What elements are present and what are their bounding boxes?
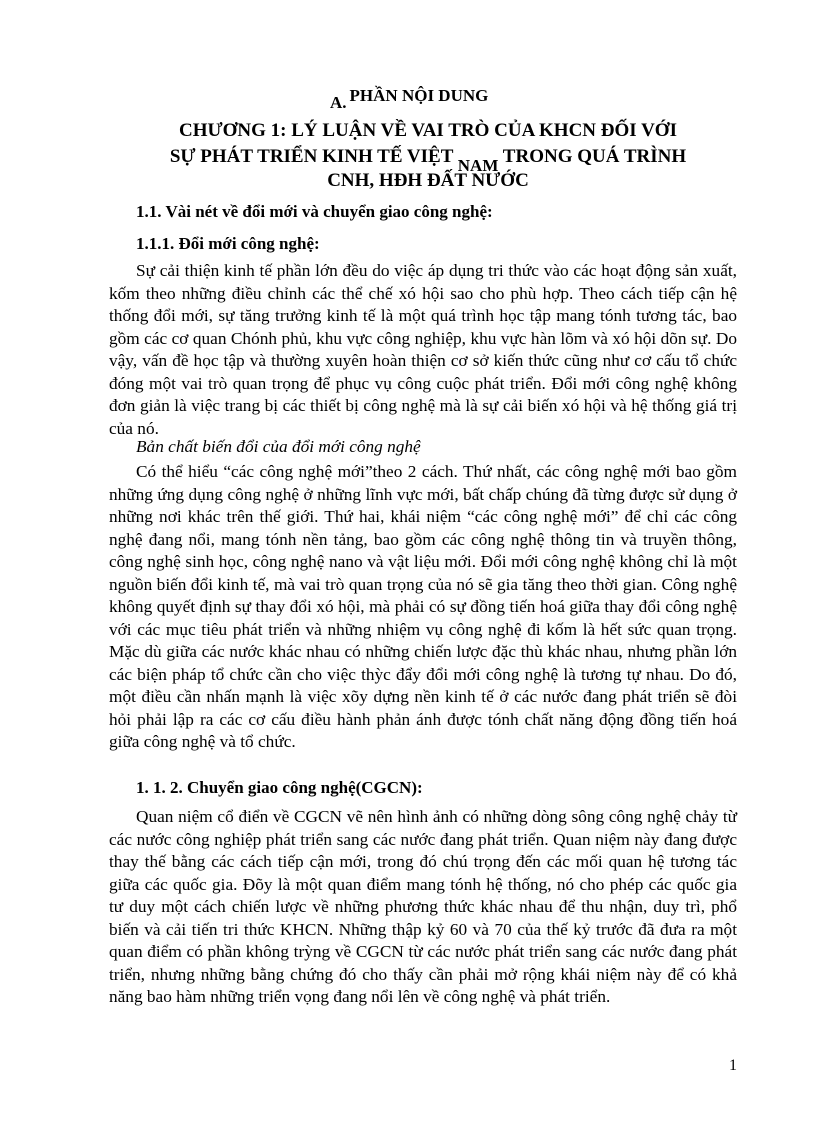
chapter-title-line-1: CHƯƠNG 1: LÝ LUẬN VỀ VAI TRÒ CỦA KHCN ĐỐI VỚI (179, 120, 677, 141)
section-heading-1-1-2: 1. 1. 2. Chuyển giao công nghệ(CGCN): (136, 778, 423, 797)
page-number: 1 (729, 1057, 737, 1074)
paragraph-2: Có thể hiểu “các công nghệ mới”theo 2 cách. Thứ nhất, các công nghệ mới bao gồm những ứng dụng công nghệ ở những lĩnh vực mới, bất chấp chúng đã từng được sử dụng ở những nơi khác trên thế giới. Thứ hai, khái niệm “các công nghệ mới” để chỉ các công nghệ đang nổi, mang tónh nền tảng, bao gồm các công nghệ thông tin và truyền thông, công nghệ sinh học, công nghệ nano và vật liệu mới. Đổi mới công nghệ không chỉ là một nguồn biến đổi kinh tế, mà vai trò quan trọng của nó sẽ gia tăng theo thời gian. Công nghệ không quyết định sự thay đổi xó hội, mà phải có sự đồng tiến hoá giữa thay đổi công nghệ với các mục tiêu phát triển và những nhiệm vụ công nghệ đi kốm là hết sức quan trọng. Mặc dù giữa các nước khác nhau có những chiến lược đặc thù khác nhau, nhưng phần lớn các biện pháp tổ chức cần cho việc thỳc đẩy đổi mới công nghệ là tương tự nhau. Do đó, một điều cần nhấn mạnh là việc xõy dựng nền kinh tế ở các nước đang phát triển sẽ đòi hỏi phải lập ra các cơ cấu điều hành phản ánh được tónh chất năng động đồng tiến hoá giữa công nghệ và tổ chức. (109, 462, 737, 751)
chapter-title-line-2-a: SỰ PHÁT TRIỂN KINH TẾ VIỆT (169, 146, 458, 167)
chapter-title-line-2 (108, 144, 748, 175)
section-heading-1-1-1: 1.1.1. Đổi mới công nghệ: (136, 234, 320, 253)
chapter-title-line-2-b: TRONG QUÁ TRÌNH (498, 146, 687, 167)
section-heading-1-1: 1.1. Vài nét về đổi mới và chuyển giao công nghệ: (136, 202, 493, 221)
part-title (330, 86, 489, 112)
paragraph-1: Sự cải thiện kinh tế phần lớn đều do việc áp dụng tri thức vào các hoạt động sản xuất, kốm theo những điều chỉnh các thể chế xó hội sao cho phù hợp. Theo cách tiếp cận hệ thống đổi mới, sự tăng trưởng kinh tế là một quá trình học tập mang tónh tương tác, bao gồm các cơ quan Chónh phủ, khu vực công nghiệp, khu vực hàn lõm và xó hội dõn sự. Do vậy, vấn đề học tập và thường xuyên hoàn thiện cơ sở kiến thức cũng như cơ cấu tổ chức đóng một vai trò quan trọng để phục vụ công cuộc phát triển. Đổi mới công nghệ không đơn giản là việc trang bị các thiết bị công nghệ mà là sự cải biến xó hội và hệ thống giá trị của nó. (109, 261, 737, 438)
chapter-title-subscript: NAM (457, 156, 499, 175)
paragraph-3: Quan niệm cổ điển về CGCN vẽ nên hình ảnh có những dòng sông công nghệ chảy từ các nước công nghiệp phát triển sang các nước đang phát triển. Quan niệm này đang được thay thế bằng các cách tiếp cận mới, trong đó chú trọng đến các mối quan hệ tương tác giữa các quốc gia. Đõy là một quan điểm mang tónh hệ thống, nó cho phép các quốc gia tư duy một cách chiến lược về những phương thức khác nhau để thu nhận, duy trì, phổ biến và cải tiến tri thức KHCN. Những thập kỷ 60 và 70 của thế kỷ trước đã đưa ra một quan điểm có phần không trỳng về CGCN từ các nước phát triển sang các nước đang phát triển, nhưng những bằng chứng đó cho thấy cần phải mở rộng khái niệm này để có khả năng bao hàm những triển vọng đang nổi lên về công nghệ và phát triển. (109, 807, 737, 1006)
italic-subtitle: Bản chất biến đổi của đổi mới công nghệ (136, 437, 421, 456)
part-prefix: A. (330, 93, 347, 112)
part-title-text: PHẦN NỘI DUNG (349, 86, 489, 105)
chapter-title-line-3: CNH, HĐH ĐẤT NƯỚC (327, 170, 529, 191)
